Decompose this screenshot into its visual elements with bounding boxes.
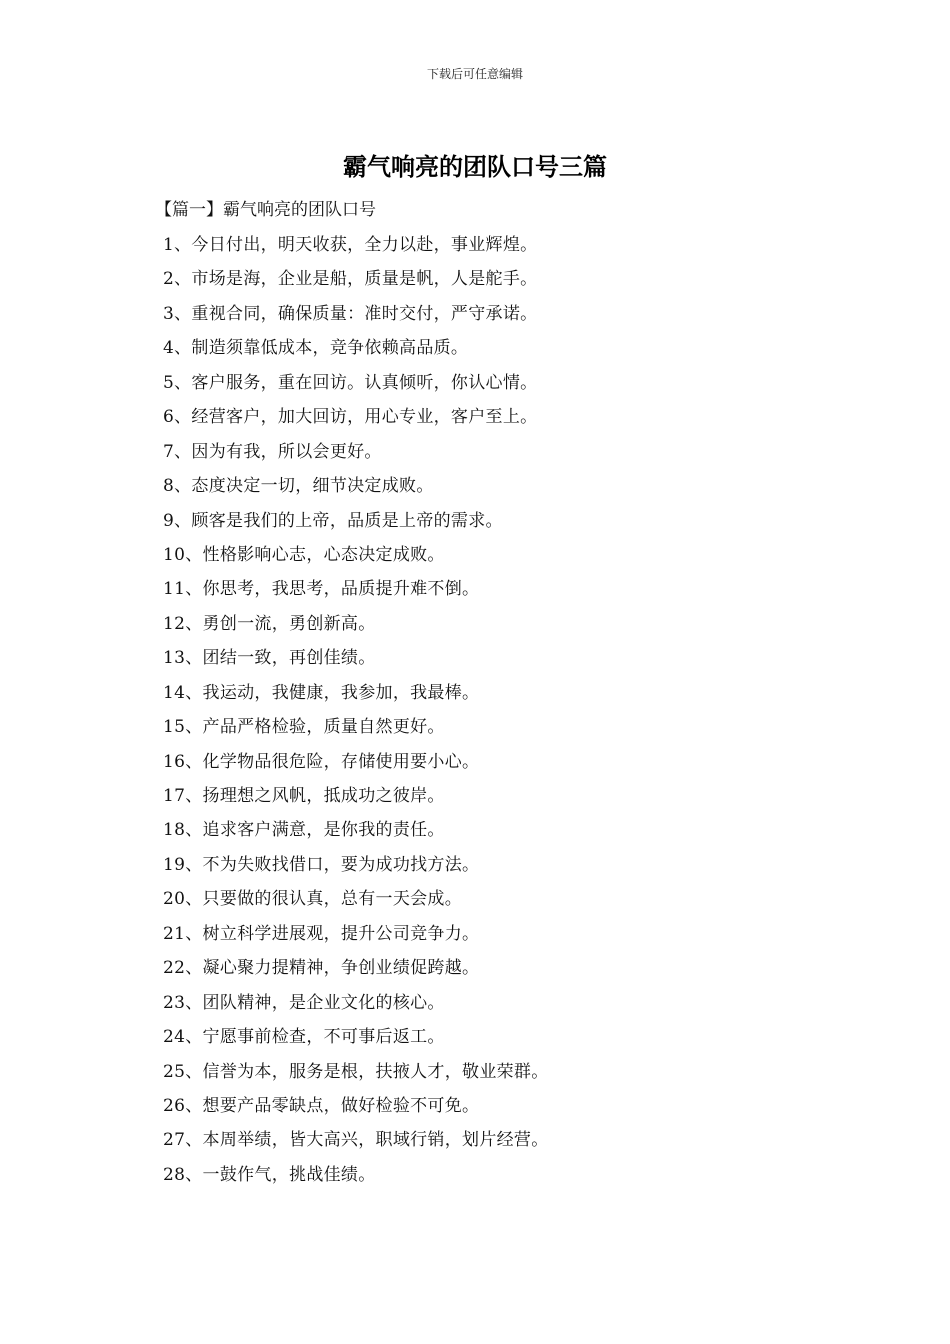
list-item: 3、重视合同，确保质量：准时交付，严守承诺。 <box>163 303 538 324</box>
list-item: 10、性格影响心志，心态决定成败。 <box>163 544 445 565</box>
section-heading: 【篇一】霸气响亮的团队口号 <box>155 200 376 220</box>
list-item: 4、制造须靠低成本，竞争依赖高品质。 <box>163 338 469 359</box>
list-item: 17、扬理想之风帆，抵成功之彼岸。 <box>163 786 445 806</box>
list-item: 13、团结一致，再创佳绩。 <box>163 648 376 669</box>
header-note: 下载后可任意编辑 <box>426 67 523 81</box>
list-item: 14、我运动，我健康，我参加，我最棒。 <box>163 682 480 703</box>
page-title: 霸气响亮的团队口号三篇 <box>343 152 607 181</box>
list-item: 19、不为失败找借口，要为成功找方法。 <box>163 854 480 875</box>
list-item: 5、客户服务，重在回访。认真倾听，你认心情。 <box>163 372 538 393</box>
list-item: 26、想要产品零缺点，做好检验不可免。 <box>163 1095 480 1116</box>
list-item: 8、态度决定一切，细节决定成败。 <box>163 476 434 497</box>
list-item: 16、化学物品很危险，存储使用要小心。 <box>163 751 480 772</box>
list-item: 22、凝心聚力提精神，争创业绩促跨越。 <box>163 958 480 979</box>
list-item: 9、顾客是我们的上帝，品质是上帝的需求。 <box>163 510 503 531</box>
list-item: 24、宁愿事前检查，不可事后返工。 <box>163 1027 445 1048</box>
list-item: 6、经营客户，加大回访，用心专业，客户至上。 <box>163 407 538 428</box>
list-item: 28、一鼓作气，挑战佳绩。 <box>163 1164 376 1185</box>
slogan-list <box>163 233 883 1197</box>
list-item: 1、今日付出，明天收获，全力以赴，事业辉煌。 <box>163 235 538 255</box>
list-item: 2、市场是海，企业是船，质量是帆，人是舵手。 <box>163 269 538 290</box>
list-item: 7、因为有我，所以会更好。 <box>163 441 382 462</box>
list-item: 23、团队精神，是企业文化的核心。 <box>163 992 445 1013</box>
list-item: 12、勇创一流，勇创新高。 <box>163 613 376 634</box>
list-item: 20、只要做的很认真，总有一天会成。 <box>163 889 463 910</box>
list-item: 21、树立科学进展观，提升公司竞争力。 <box>163 923 480 944</box>
list-item: 15、产品严格检验，质量自然更好。 <box>163 717 445 738</box>
list-item: 11、你思考，我思考，品质提升难不倒。 <box>163 579 480 600</box>
list-item: 18、追求客户满意，是你我的责任。 <box>163 820 445 841</box>
list-item: 27、本周举绩，皆大高兴，职域行销，划片经营。 <box>163 1130 549 1151</box>
list-item: 25、信誉为本，服务是根，扶掖人才，敬业荣群。 <box>163 1061 549 1082</box>
